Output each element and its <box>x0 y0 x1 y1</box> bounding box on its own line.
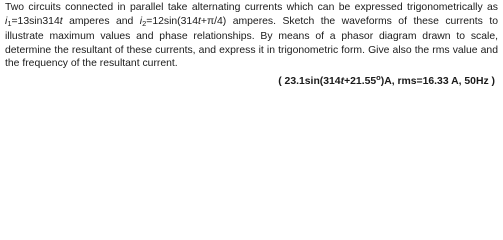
i2-time-variable: t <box>197 15 201 27</box>
answer-line <box>0 71 503 89</box>
problem-intro: Two circuits connected in parallel take alternating currents which can be expressed trigonometrically as <box>5 2 498 13</box>
i2-subscript: 2 <box>142 18 147 28</box>
problem-rest: +π/4) amperes. Sketch the waveforms of these currents to illustrate maximum values and phase relationships. By means of a phasor diagram drawn to scale, determine the resultant of these currents, and express it in trigonometric form. Give also the rms value and the frequency of the resultant current. <box>5 15 498 70</box>
i1-symbol: i <box>5 15 8 27</box>
i1-time-variable: t <box>59 15 63 27</box>
i2-expression: =12sin(314 <box>146 15 198 27</box>
answer-prefix: ( 23.1sin(314 <box>278 75 341 87</box>
answer-phase: +21.55 <box>344 75 377 87</box>
answer-degree-sign: o <box>376 72 381 82</box>
i2-symbol: i <box>139 15 143 27</box>
answer-time-variable: t <box>340 75 345 87</box>
problem-text <box>0 0 503 71</box>
i1-subscript: 1 <box>7 18 12 28</box>
i1-expression: =13sin314 <box>11 15 60 27</box>
i1-unit: amperes and <box>62 15 140 27</box>
answer-suffix: )A, rms=16.33 A, 50Hz ) <box>380 75 495 87</box>
